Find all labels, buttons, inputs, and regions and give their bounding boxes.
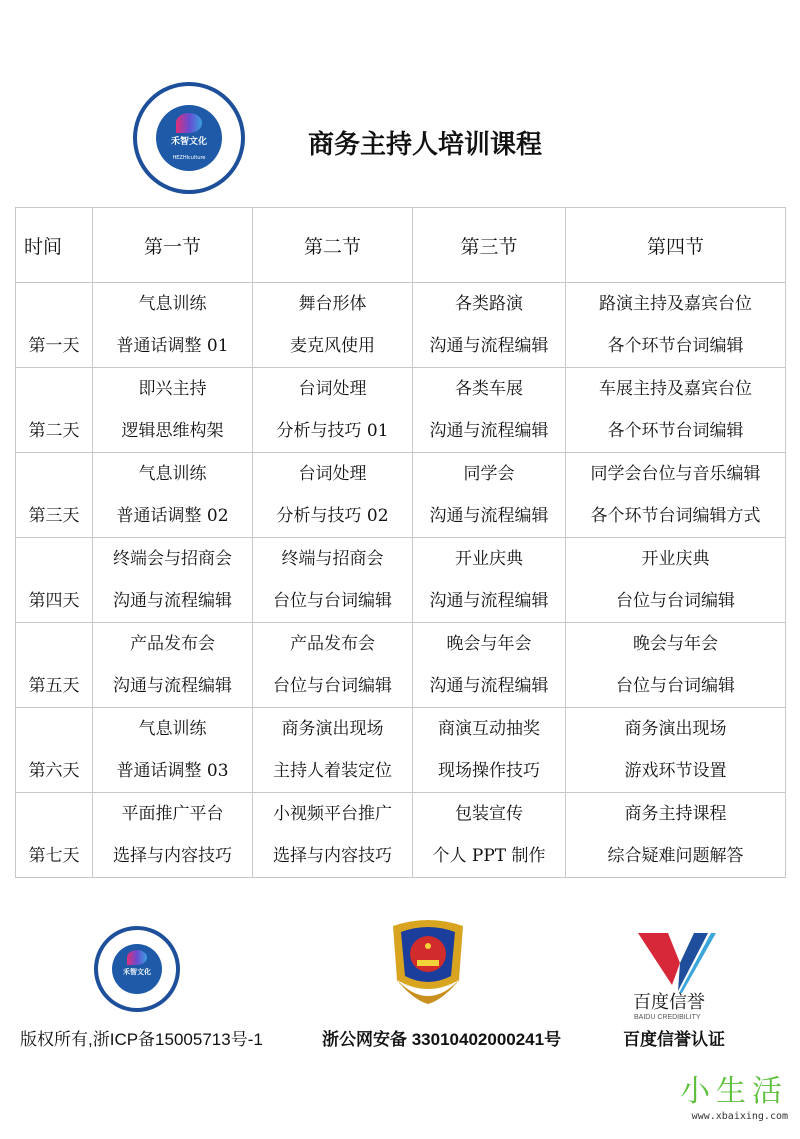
course-detail: 各个环节台词编辑 [607,336,744,356]
course-cell [93,538,253,623]
course-detail: 普通话调整 02 [116,506,229,526]
course-topic: 晚会与年会 [633,634,718,654]
table-header-row [16,208,786,283]
day-cell [16,283,93,368]
course-cell [413,283,566,368]
course-detail: 沟通与流程编辑 [429,676,549,696]
course-detail: 台位与台词编辑 [616,676,735,696]
course-cell [93,283,253,368]
course-detail: 综合疑难问题解答 [607,846,744,866]
icp-text: 版权所有,浙ICP备15005713号-1 [20,1030,263,1049]
course-topic: 小视频平台推广 [273,804,392,824]
course-cell [93,623,253,708]
day-label: 第四天 [28,591,80,611]
course-topic: 即兴主持 [138,379,207,399]
header-cell: 第四节 [566,208,786,283]
course-cell [253,538,413,623]
course-cell [566,793,786,878]
course-cell [253,793,413,878]
course-cell [253,708,413,793]
day-cell [16,538,93,623]
course-cell [413,538,566,623]
table-row [16,538,786,623]
course-detail: 台位与台词编辑 [273,591,392,611]
course-detail: 游戏环节设置 [624,761,727,781]
course-cell [566,708,786,793]
day-label: 第一天 [28,336,80,356]
watermark-text: 小生活 [680,1074,788,1109]
course-detail: 沟通与流程编辑 [113,591,232,611]
course-topic: 包装宣传 [455,804,523,824]
course-topic: 产品发布会 [290,634,375,654]
course-detail: 普通话调整 01 [116,336,229,356]
table-row [16,368,786,453]
course-topic: 路演主持及嘉宾台位 [599,294,752,314]
course-detail: 选择与内容技巧 [273,846,392,866]
course-cell [566,623,786,708]
baidu-logo-en: BAIDU CREDIBILITY [634,1014,701,1021]
day-cell [16,453,93,538]
header-cell: 第一节 [93,208,253,283]
watermark-url: www.xbaixing.com [691,1111,788,1122]
course-topic: 舞台形体 [298,294,367,314]
course-cell [253,623,413,708]
header-cell: 第三节 [413,208,566,283]
day-cell [16,708,93,793]
course-cell [413,793,566,878]
day-label: 第五天 [28,676,80,696]
course-topic: 气息训练 [138,464,207,484]
course-detail: 沟通与流程编辑 [113,676,232,696]
course-topic: 台词处理 [298,464,367,484]
page-title: 商务主持人培训课程 [308,130,543,160]
header-cell: 第二节 [253,208,413,283]
day-label: 第二天 [28,421,80,441]
footer-logo-cn-text: 禾智文化 [122,967,151,976]
course-cell [93,793,253,878]
course-detail: 麦克风使用 [290,336,375,356]
course-cell [413,623,566,708]
course-cell [566,368,786,453]
course-cell [413,453,566,538]
baidu-logo-text: 百度信誉 [633,992,705,1012]
course-cell [566,538,786,623]
course-topic: 终端会与招商会 [113,549,232,569]
course-topic: 台词处理 [298,379,367,399]
course-detail: 主持人着装定位 [273,761,392,781]
baidu-credibility-text: 百度信誉认证 [623,1030,725,1049]
hezhi-logo [133,82,245,194]
course-detail: 选择与内容技巧 [113,846,232,866]
schedule-table [15,207,786,878]
logo-en-text: HEZHIculture [172,155,206,162]
course-detail: 分析与技巧 02 [276,506,389,526]
day-cell [16,368,93,453]
logo-cn-text: 禾智文化 [170,136,207,147]
course-cell [93,453,253,538]
course-detail: 个人 PPT 制作 [432,846,546,866]
day-cell [16,793,93,878]
course-cell [413,368,566,453]
course-topic: 平面推广平台 [121,804,224,824]
course-topic: 商务演出现场 [624,719,727,739]
course-detail: 沟通与流程编辑 [429,591,549,611]
table-row [16,708,786,793]
course-topic: 产品发布会 [130,634,215,654]
course-detail: 分析与技巧 01 [276,421,389,441]
course-topic: 车展主持及嘉宾台位 [599,379,752,399]
course-topic: 商演互动抽奖 [438,719,540,739]
day-label: 第七天 [28,846,80,866]
day-label: 第三天 [28,506,80,526]
course-detail: 台位与台词编辑 [616,591,735,611]
hezhi-footer-logo [94,926,180,1012]
course-detail: 各个环节台词编辑方式 [590,506,761,526]
police-emblem-icon [383,918,473,1010]
course-topic: 开业庆典 [641,549,710,569]
course-topic: 同学会 [463,464,515,484]
course-detail: 沟通与流程编辑 [429,421,549,441]
course-topic: 商务演出现场 [281,719,384,739]
course-topic: 晚会与年会 [446,634,532,654]
course-topic: 开业庆典 [455,549,523,569]
course-detail: 普通话调整 03 [116,761,229,781]
table-row [16,623,786,708]
course-topic: 各类路演 [455,294,523,314]
baidu-credibility-logo-icon [638,933,718,993]
course-cell [253,368,413,453]
course-cell [566,453,786,538]
course-detail: 逻辑思维构架 [121,421,224,441]
course-detail: 沟通与流程编辑 [429,506,549,526]
table-row [16,283,786,368]
course-topic: 商务主持课程 [624,804,727,824]
table-row [16,453,786,538]
day-cell [16,623,93,708]
course-topic: 终端与招商会 [281,549,384,569]
course-cell [253,453,413,538]
day-label: 第六天 [28,761,80,781]
table-row [16,793,786,878]
course-detail: 现场操作技巧 [438,761,540,781]
course-cell [253,283,413,368]
course-cell [413,708,566,793]
course-cell [93,368,253,453]
course-topic: 气息训练 [138,719,207,739]
course-topic: 同学会台位与音乐编辑 [590,464,761,484]
course-cell [566,283,786,368]
course-cell [93,708,253,793]
course-detail: 沟通与流程编辑 [429,336,549,356]
police-record-text: 浙公网安备 33010402000241号 [322,1030,562,1049]
course-topic: 气息训练 [138,294,207,314]
watermark [680,1074,788,1123]
header-cell: 时间 [16,208,93,283]
course-detail: 台位与台词编辑 [273,676,392,696]
course-topic: 各类车展 [455,379,523,399]
course-detail: 各个环节台词编辑 [607,421,744,441]
